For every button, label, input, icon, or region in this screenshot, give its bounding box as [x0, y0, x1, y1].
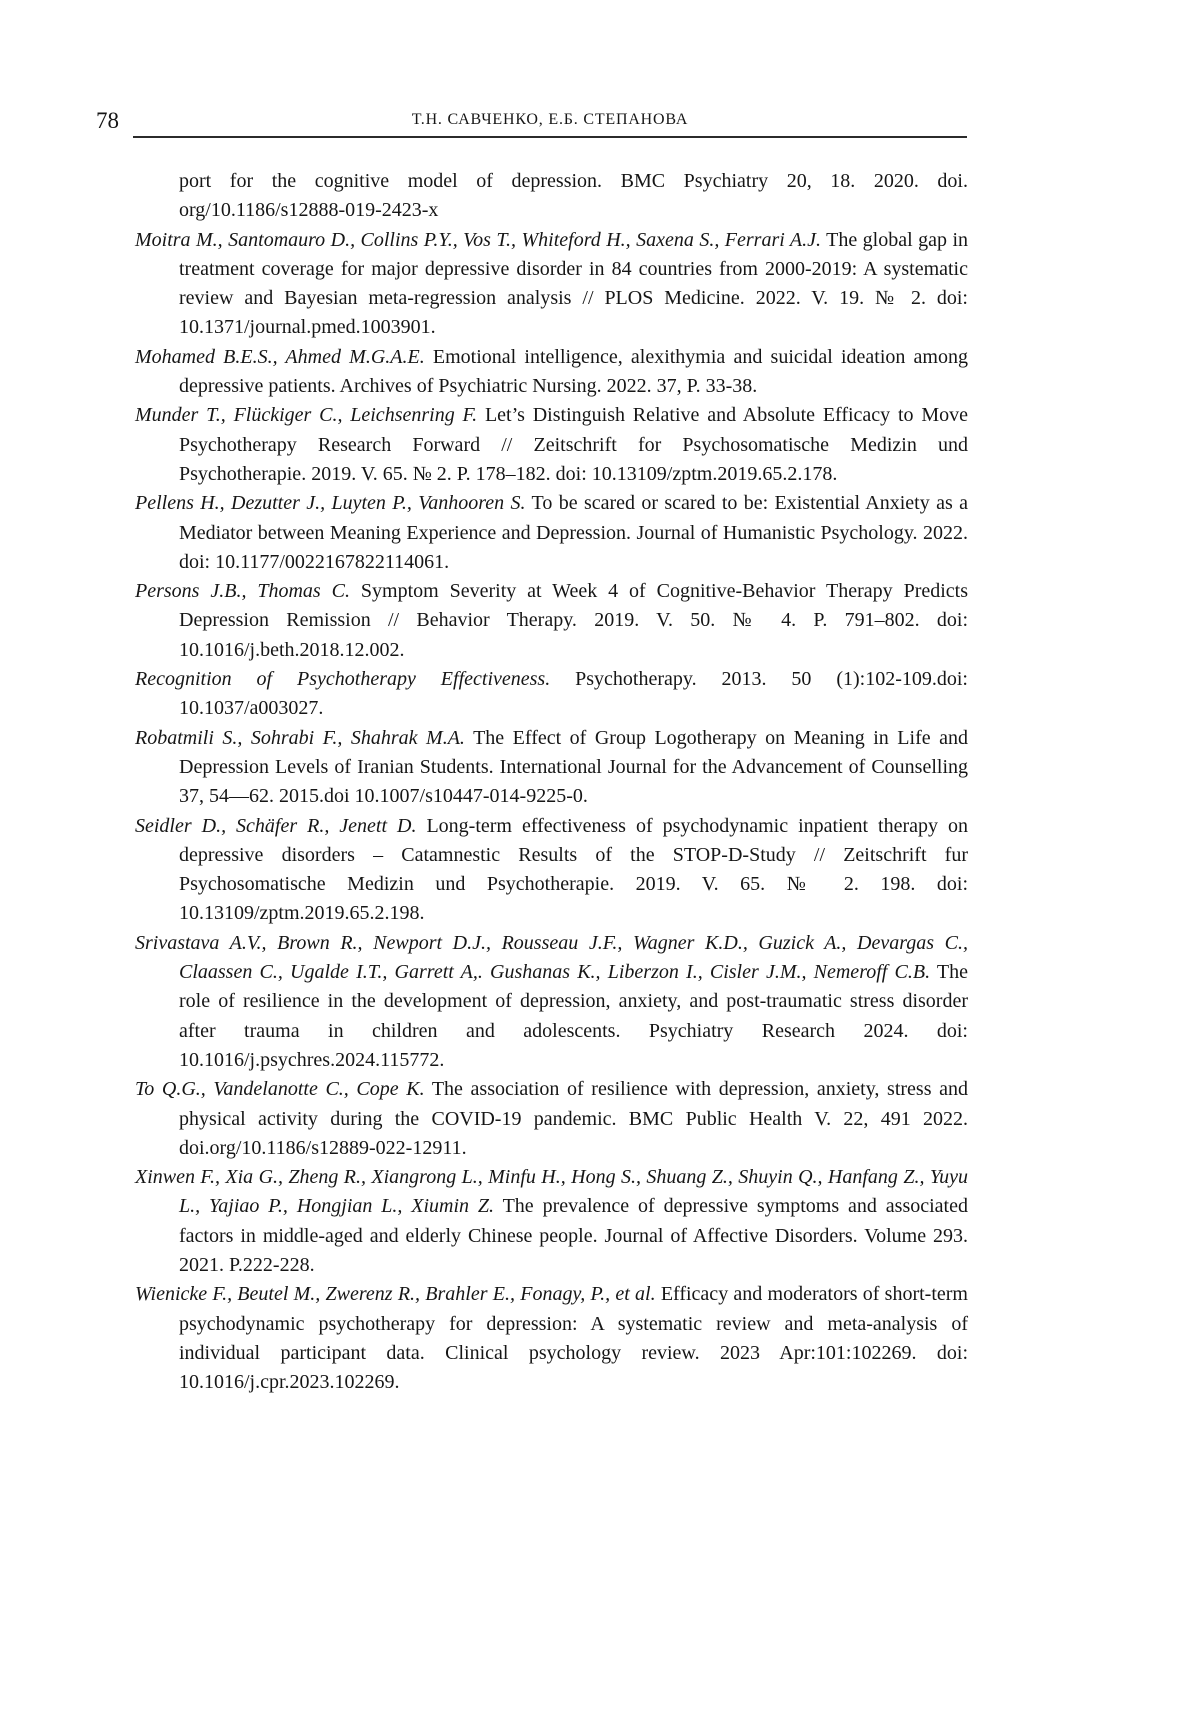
reference-authors: To Q.G., Vandelanotte C., Cope K. [135, 1078, 425, 1101]
reference-body-text: Long-term effectiveness of psychodynamic inpatient therapy on depressive disorders – Catamnestic Results of the STOP-D-Study // Zeitschrift fur Psychosomatische Medizin und Psychotherapie. 2019. V. 65. № 2. 198. doi: 10.13109/zptm.2019.65.2.198. [179, 814, 968, 925]
reference-authors: Pellens H., Dezutter J., Luyten P., Vanhooren S. [135, 492, 526, 515]
reference-body-text: port for the cognitive model of depression. BMC Psychiatry 20, 18. 2020. doi. org/10.1186/s12888-019-2423-x [179, 170, 968, 222]
reference-body-text: The association of resilience with depression, anxiety, stress and physical activity during the COVID-19 pandemic. BMC Public Health V. 22, 491 2022. doi.org/10.1186/s12889-022-12911. [179, 1078, 968, 1159]
reference-authors: Robatmili S., Sohrabi F., Shahrak M.A. [135, 726, 465, 749]
reference-body-text: Emotional intelligence, alexithymia and suicidal ideation among depressive patients. Archives of Psychiatric Nursing. 2022. 37, P. 33-38. [179, 345, 968, 398]
reference-entry [135, 577, 968, 665]
page-header [96, 108, 967, 138]
reference-body-text: The role of resilience in the development of depression, anxiety, and post-traumatic stress disorder after trauma in children and adolescents. Psychiatry Research 2024. doi: 10.1016/j.psychres.2024.115772. [179, 961, 968, 1071]
reference-entry [135, 401, 968, 489]
reference-body-text: Efficacy and moderators of short-term psychodynamic psychotherapy for depression: A systematic review and meta-analysis of individual participant data. Clinical psychology review. 2023 Apr:101:102269. doi: 10.1016/j.cpr.2023.102269. [179, 1283, 968, 1394]
reference-authors: Mohamed B.E.S., Ahmed M.G.A.E. [135, 345, 425, 368]
reference-authors: Persons J.B., Thomas C. [135, 580, 350, 603]
reference-authors: Moitra M., Santomauro D., Collins P.Y., Vos T., Whiteford H., Saxena S., Ferrari A.J. [135, 228, 821, 251]
reference-entry [135, 812, 968, 929]
reference-body-text: To be scared or scared to be: Existential Anxiety as a Mediator between Meaning Experience and Depression. Journal of Humanistic Psychology. 2022. doi: 10.1177/0022167822114061. [179, 492, 968, 573]
references-list [135, 167, 968, 1397]
reference-entry [135, 929, 968, 1075]
reference-entry [135, 1280, 968, 1397]
reference-body-text: Symptom Severity at Week 4 of Cognitive-Behavior Therapy Predicts Depression Remission // Behavior Therapy. 2019. V. 50. № 4. P. 791–802. doi: 10.1016/j.beth.2018.12.002. [179, 580, 968, 661]
reference-body-text: The Effect of Group Logotherapy on Meaning in Life and Depression Levels of Iranian Students. International Journal for the Advancement of Counselling 37, 54—62. 2015.doi 10.1007/s10447-014-9225-0. [179, 726, 968, 808]
reference-entry [135, 226, 968, 343]
reference-body-text: The global gap in treatment coverage for major depressive disorder in 84 countries from 2000-2019: A systematic review and Bayesian meta-regression analysis // PLOS Medicine. 2022. V. 19. № 2. doi: 10.1371/journal.pmed.1003901. [179, 228, 968, 339]
reference-body-text: Let’s Distinguish Relative and Absolute Efficacy to Move Psychotherapy Research Forward // Zeitschrift for Psychosomatische Medizin und Psychotherapie. 2019. V. 65. № 2. P. 178–182. doi: 10.13109/zptm.2019.65.2.178. [179, 404, 969, 485]
reference-authors: Seidler D., Schäfer R., Jenett D. [135, 814, 417, 837]
reference-body-text: Psychotherapy. 2013. 50 (1):102-109.doi: 10.1037/a003027. [179, 668, 968, 720]
reference-entry [135, 1075, 968, 1163]
reference-entry [135, 665, 968, 724]
reference-authors: Wienicke F., Beutel M., Zwerenz R., Brahler E., Fonagy, P., et al. [135, 1283, 656, 1306]
page-number: 78 [96, 108, 119, 133]
header-rule [133, 112, 967, 138]
reference-entry [135, 489, 968, 577]
reference-entry [135, 1163, 968, 1280]
reference-entry [135, 343, 968, 402]
reference-authors: Srivastava A.V., Brown R., Newport D.J., Rousseau J.F., Wagner K.D., Guzick A., Devargas C., Claassen C., Ugalde I.T., Garrett A,. Gushanas K., Liberzon I., Cisler J.M., Nemeroff C.B. [135, 931, 968, 984]
reference-entry [135, 167, 968, 226]
reference-authors: Xinwen F., Xia G., Zheng R., Xiangrong L., Minfu H., Hong S., Shuang Z., Shuyin Q., Hanfang Z., Yuyu L., Yajiao P., Hongjian L., Xiumin Z. [135, 1166, 968, 1218]
running-head: Т.Н. САВЧЕНКО, Е.Б. СТЕПАНОВА [411, 111, 689, 128]
reference-authors: Munder T., Flückiger C., Leichsenring F. [135, 404, 478, 427]
reference-title-italic: Recognition of Psychotherapy Effectiveness. [135, 668, 551, 691]
reference-entry [135, 724, 968, 812]
reference-body-text: The prevalence of depressive symptoms and associated factors in middle-aged and elderly Chinese people. Journal of Affective Disorders. Volume 293. 2021. P.222-228. [179, 1195, 968, 1276]
